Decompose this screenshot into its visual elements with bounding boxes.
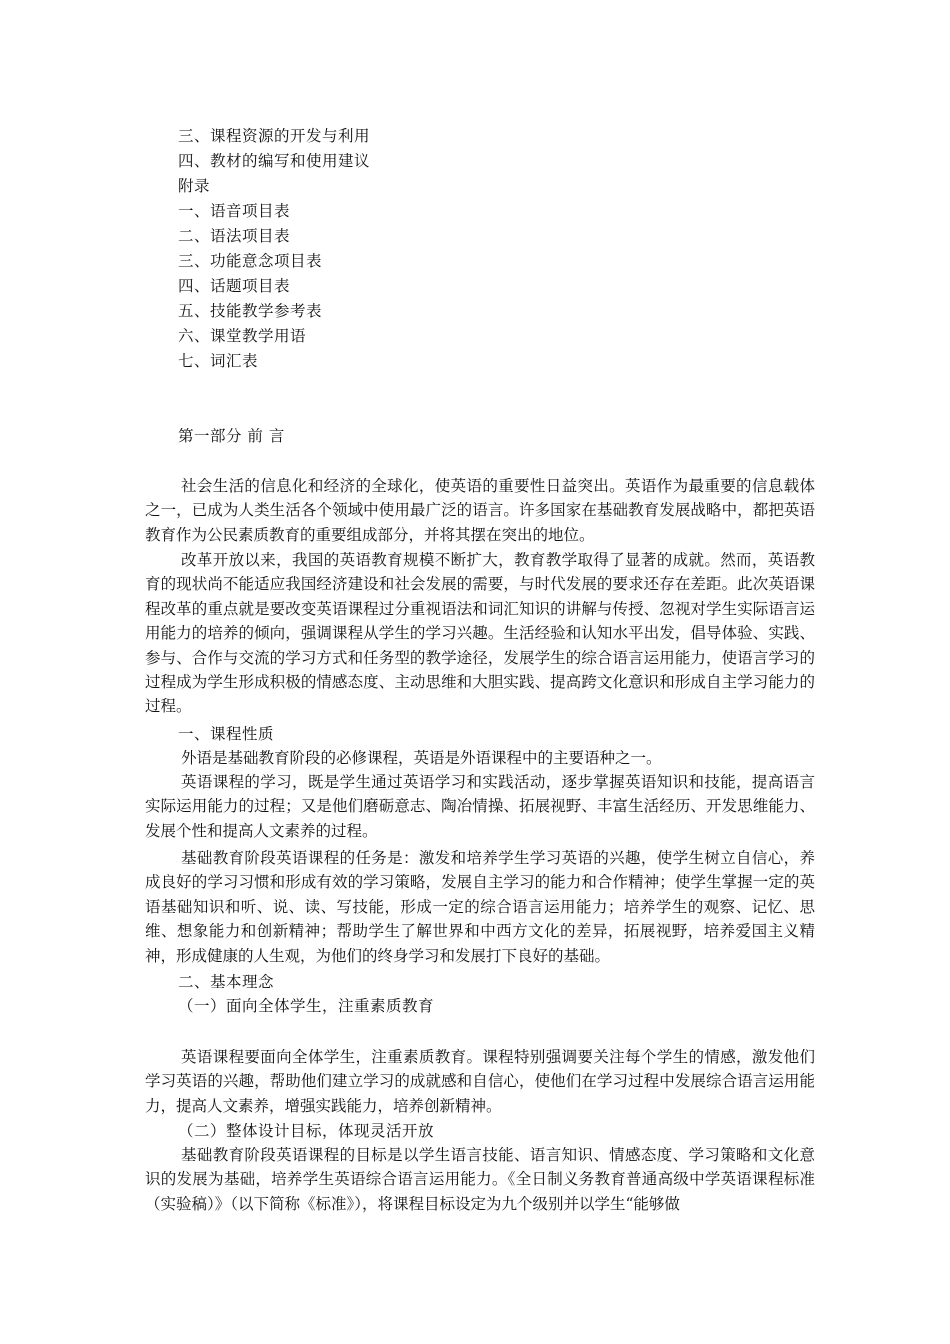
subsection-heading: （二）整体设计目标，体现灵活开放 xyxy=(178,1122,435,1140)
toc-item: 六、课堂教学用语 xyxy=(178,327,307,345)
paragraph: 基础教育阶段英语课程的目标是以学生语言技能、语言知识、情感态度、学习策略和文化意识的发展为基础，培养学生英语综合语言运用能力。《全日制义务教育普通高级中学英语课程标准（实验稿）》（以下简称《标准》），将课程目标设定为九个级别并以学生“能够做 xyxy=(145,1146,815,1213)
toc-item: 四、教材的编写和使用建议 xyxy=(178,152,371,170)
toc-item: 七、词汇表 xyxy=(178,352,259,370)
toc-item: 二、语法项目表 xyxy=(178,227,291,245)
paragraph: 英语课程的学习，既是学生通过英语学习和实践活动，逐步掌握英语知识和技能，提高语言实际运用能力的过程；又是他们磨砺意志、陶冶情操、拓展视野、丰富生活经历、开发思维能力、发展个性和提高人文素养的过程。 xyxy=(145,773,815,840)
toc-item: 一、语音项目表 xyxy=(178,202,291,220)
section-heading: 二、基本理念 xyxy=(178,973,275,991)
toc-item: 三、功能意念项目表 xyxy=(178,252,323,270)
section-heading: 一、课程性质 xyxy=(178,725,275,743)
paragraph: 外语是基础教育阶段的必修课程，英语是外语课程中的主要语种之一。 xyxy=(181,749,662,767)
toc-item: 四、话题项目表 xyxy=(178,277,291,295)
section-title: 第一部分 前 言 xyxy=(178,427,285,445)
toc-item: 五、技能教学参考表 xyxy=(178,302,323,320)
subsection-heading: （一）面向全体学生，注重素质教育 xyxy=(178,997,435,1015)
paragraph: 社会生活的信息化和经济的全球化，使英语的重要性日益突出。英语作为最重要的信息载体之一，已成为人类生活各个领域中使用最广泛的语言。许多国家在基础教育发展战略中，都把英语教育作为公民素质教育的重要组成部分，并将其摆在突出的地位。 xyxy=(145,477,815,544)
toc-item: 三、课程资源的开发与利用 xyxy=(178,127,371,145)
toc-item: 附录 xyxy=(178,177,211,195)
paragraph: 英语课程要面向全体学生，注重素质教育。课程特别强调要关注每个学生的情感，激发他们学习英语的兴趣，帮助他们建立学习的成就感和自信心，使他们在学习过程中发展综合语言运用能力，提高人文素养，增强实践能力，培养创新精神。 xyxy=(145,1048,815,1115)
paragraph: 改革开放以来，我国的英语教育规模不断扩大，教育教学取得了显著的成就。然而，英语教育的现状尚不能适应我国经济建设和社会发展的需要，与时代发展的要求还存在差距。此次英语课程改革的重点就是要改变英语课程过分重视语法和词汇知识的讲解与传授、忽视对学生实际语言运用能力的培养的倾向，强调课程从学生的学习兴趣。生活经验和认知水平出发，倡导体验、实践、参与、合作与交流的学习方式和任务型的教学途径，发展学生的综合语言运用能力，使语言学习的过程成为学生形成积极的情感态度、主动思维和大胆实践、提高跨文化意识和形成自主学习能力的过程。 xyxy=(145,551,815,716)
paragraph: 基础教育阶段英语课程的任务是：激发和培养学生学习英语的兴趣，使学生树立自信心，养成良好的学习习惯和形成有效的学习策略，发展自主学习的能力和合作精神；使学生掌握一定的英语基础知识和听、说、读、写技能，形成一定的综合语言运用能力；培养学生的观察、记忆、思维、想象能力和创新精神；帮助学生了解世界和中西方文化的差异，拓展视野，培养爱国主义精神，形成健康的人生观，为他们的终身学习和发展打下良好的基础。 xyxy=(145,849,815,965)
